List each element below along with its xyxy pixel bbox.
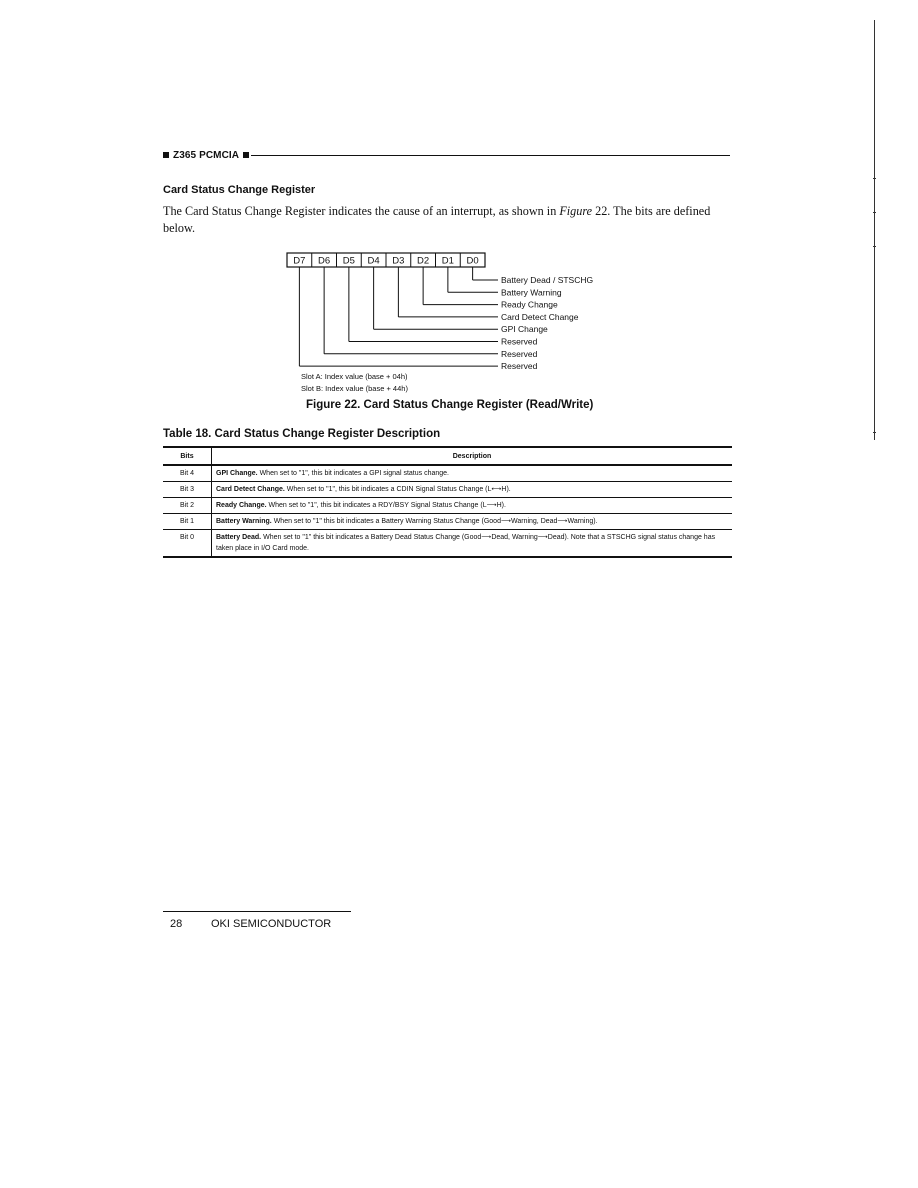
field-description: When set to "1", this bit indicates a GPI signal status change. bbox=[257, 470, 449, 477]
bit-field-label: Reserved bbox=[501, 336, 538, 347]
field-description: When set to "1", this bit indicates a CDIN Signal Status Change (L⟷H). bbox=[284, 486, 511, 493]
bit-label: D4 bbox=[367, 255, 380, 267]
table-row bbox=[163, 498, 732, 514]
description-cell bbox=[212, 498, 733, 514]
description-cell bbox=[212, 482, 733, 498]
column-header-description: Description bbox=[212, 447, 733, 465]
company-name: OKI SEMICONDUCTOR bbox=[211, 918, 332, 930]
slot-b-index: Slot B: Index value (base + 44h) bbox=[301, 384, 408, 393]
bit-label: D6 bbox=[318, 255, 331, 267]
field-name: Ready Change. bbox=[216, 502, 267, 509]
bit-cell: Bit 0 bbox=[163, 530, 212, 558]
bit-field-label: Reserved bbox=[501, 348, 538, 359]
description-cell bbox=[212, 530, 733, 558]
header-title: Z365 PCMCIA bbox=[173, 149, 240, 161]
bit-field-label: Reserved bbox=[501, 361, 538, 372]
column-header-bits: Bits bbox=[163, 447, 212, 465]
bit-field-label: GPI Change bbox=[501, 324, 548, 335]
page-number: 28 bbox=[170, 918, 183, 930]
page-edge-mark bbox=[873, 432, 876, 433]
table-row bbox=[163, 465, 732, 482]
section-title: Card Status Change Register bbox=[163, 184, 316, 196]
description-cell bbox=[212, 465, 733, 482]
figure-caption: Figure 22. Card Status Change Register (Read/Write) bbox=[306, 399, 594, 411]
description-cell bbox=[212, 514, 733, 530]
bit-field-label: Battery Dead / STSCHG bbox=[501, 275, 594, 285]
table-row bbox=[163, 514, 732, 530]
bit-label: D7 bbox=[293, 255, 306, 267]
bit-field-label: Battery Warning bbox=[501, 287, 562, 298]
bit-label: D2 bbox=[417, 255, 430, 267]
field-description: When set to "1" this bit indicates a Battery Warning Status Change (Good⟶Warning, Dead⟶Warning). bbox=[271, 518, 598, 525]
slot-a-index: Slot A: Index value (base + 04h) bbox=[301, 372, 408, 381]
para-text: The Card Status Change Register indicates the cause of an interrupt, as shown in bbox=[163, 204, 560, 218]
bit-field-label: Card Detect Change bbox=[501, 311, 579, 322]
register-bit-diagram bbox=[0, 0, 918, 420]
bit-label: D1 bbox=[441, 255, 454, 267]
bit-cell: Bit 1 bbox=[163, 514, 212, 530]
bit-cell: Bit 4 bbox=[163, 465, 212, 482]
bit-cell: Bit 3 bbox=[163, 482, 212, 498]
bit-field-label: Ready Change bbox=[501, 299, 558, 310]
para-text: 22. The bits are defined below. bbox=[163, 204, 711, 235]
bit-label: D5 bbox=[342, 255, 355, 267]
bit-cell: Bit 2 bbox=[163, 498, 212, 514]
field-name: Card Detect Change. bbox=[216, 486, 285, 493]
table-row bbox=[163, 530, 732, 558]
footer-rule bbox=[163, 911, 351, 912]
bit-label: D3 bbox=[392, 255, 405, 267]
field-name: Battery Warning. bbox=[216, 518, 272, 525]
figure-reference: Figure bbox=[559, 204, 593, 218]
field-description: When set to "1" this bit indicates a Battery Dead Status Change (Good⟶Dead, Warning⟶Dead). Note that a STSCHG signal status change has taken place in I/O Card mode. bbox=[216, 534, 716, 552]
register-description-table bbox=[163, 446, 732, 558]
field-description: When set to "1", this bit indicates a RDY/BSY Signal Status Change (L⟶H). bbox=[266, 502, 506, 509]
table-row bbox=[163, 482, 732, 498]
field-name: Battery Dead. bbox=[216, 534, 262, 541]
field-name: GPI Change. bbox=[216, 470, 258, 477]
bit-label: D0 bbox=[466, 255, 479, 267]
table-title: Table 18. Card Status Change Register Description bbox=[163, 428, 441, 440]
